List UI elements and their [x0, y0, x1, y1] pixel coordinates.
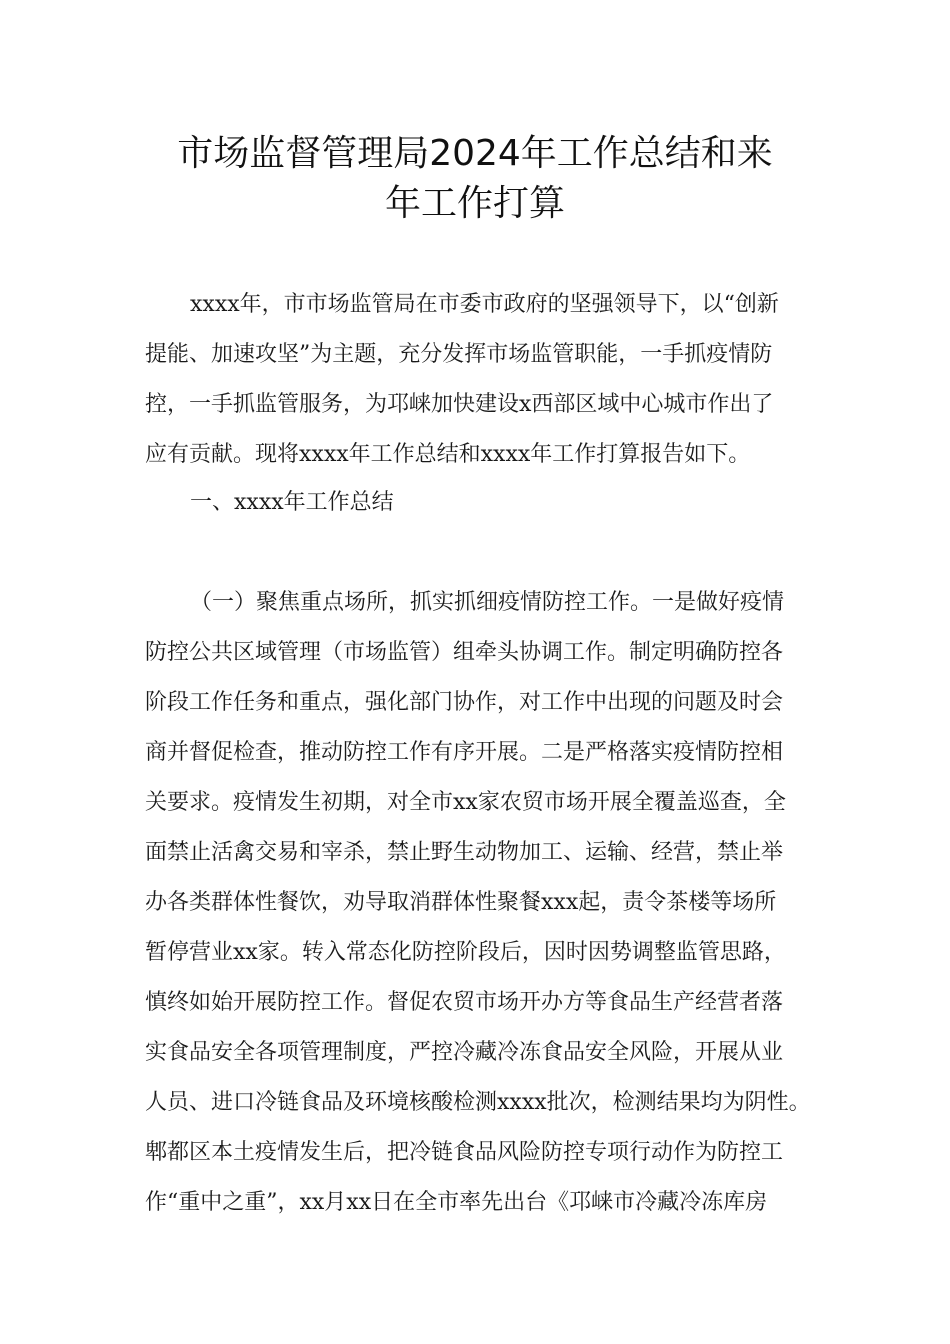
body-paragraph-line: 关要求。疫情发生初期，对全市xx家农贸市场开展全覆盖巡查，全 — [145, 790, 786, 815]
document-title-line-2: 年工作打算 — [384, 183, 565, 224]
body-paragraph-line: 实食品安全各项管理制度，严控冷藏冷冻食品安全风险，开展从业 — [145, 1040, 784, 1065]
intro-paragraph-line: xxxx年，市市场监管局在市委市政府的坚强领导下，以“创新 — [190, 292, 779, 317]
body-paragraph-line: 作“重中之重”，xx月xx日在全市率先出台《邛崃市冷藏冷冻库房 — [145, 1190, 768, 1215]
body-paragraph-line: 面禁止活禽交易和宰杀，禁止野生动物加工、运输、经营，禁止举 — [145, 840, 784, 865]
section-heading: 一、xxxx年工作总结 — [190, 490, 394, 515]
body-paragraph-line: 办各类群体性餐饮，劝导取消群体性聚餐xxx起，责令茶楼等场所 — [145, 890, 777, 915]
document-title-line-1: 市场监督管理局2024年工作总结和来 — [177, 133, 773, 174]
body-paragraph-line: 暂停营业xx家。转入常态化防控阶段后，因时因势调整监管思路， — [145, 940, 786, 965]
body-paragraph-line: 商并督促检查，推动防控工作有序开展。二是严格落实疫情防控相 — [145, 740, 784, 765]
intro-paragraph-line: 应有贡献。现将xxxx年工作总结和xxxx年工作打算报告如下。 — [145, 442, 751, 467]
body-paragraph-line: 郫都区本土疫情发生后，把冷链食品风险防控专项行动作为防控工 — [145, 1140, 784, 1165]
body-paragraph-line: 人员、进口冷链食品及环境核酸检测xxxx批次，检测结果均为阴性。 — [145, 1090, 811, 1115]
intro-paragraph-line: 控，一手抓监管服务，为邛崃加快建设x西部区域中心城市作出了 — [145, 392, 774, 417]
body-paragraph-line: 防控公共区域管理（市场监管）组牵头协调工作。制定明确防控各 — [145, 640, 784, 665]
body-paragraph-line: （一）聚焦重点场所，抓实抓细疫情防控工作。一是做好疫情 — [190, 590, 785, 615]
body-paragraph-line: 阶段工作任务和重点，强化部门协作，对工作中出现的问题及时会 — [145, 690, 784, 715]
intro-paragraph-line: 提能、加速攻坚”为主题，充分发挥市场监管职能，一手抓疫情防 — [145, 342, 773, 367]
body-paragraph-line: 慎终如始开展防控工作。督促农贸市场开办方等食品生产经营者落 — [145, 990, 784, 1015]
